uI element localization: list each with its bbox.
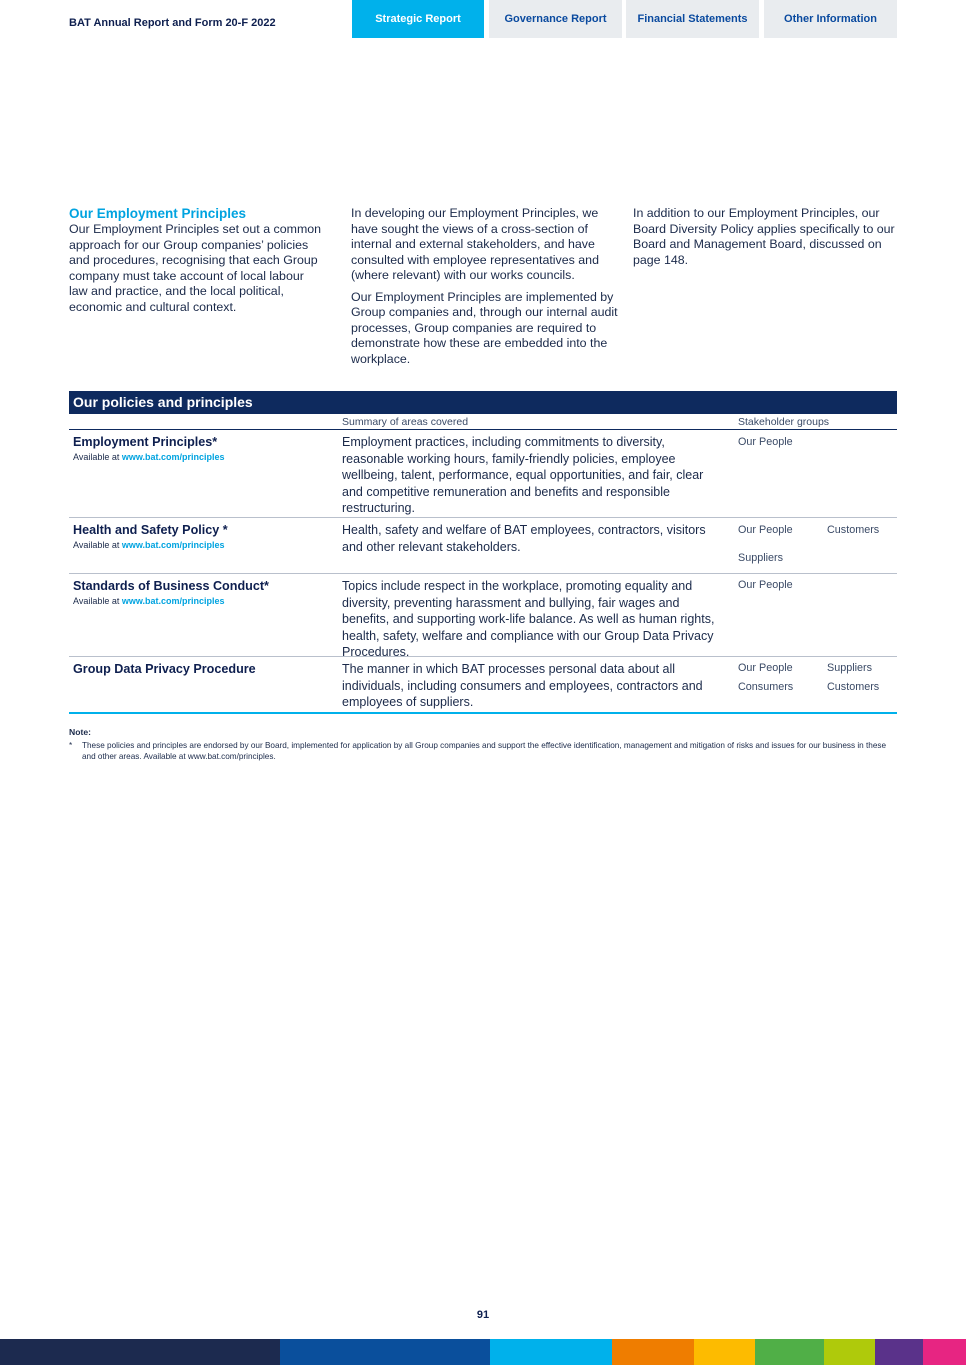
intro-column-3: [633, 206, 897, 274]
tab-other-information[interactable]: Other Information: [764, 0, 897, 38]
intro-paragraph: In developing our Employment Principles, we have sought the views of a cross-section of internal and external stakeholders, and have consulted with employee representatives and (where relevant) with our works councils.: [351, 206, 599, 282]
stakeholder-column-header: Stakeholder groups: [738, 416, 830, 428]
principles-link[interactable]: www.bat.com/principles: [121, 452, 225, 462]
intro-column-1: [69, 205, 324, 321]
section-heading: Our Employment Principles: [69, 206, 247, 221]
stakeholder: Customers: [827, 681, 880, 693]
footer-color-bar: [0, 1339, 966, 1365]
policy-summary: Topics include respect in the workplace, promoting equality and diversity, preventing harassment and bullying, fair wages and benefits, and supporting work-life balance. As well as human rights, health, safety, welfare and compliance with our Group Data Privacy Procedures.: [342, 579, 715, 659]
stakeholder: Our People: [738, 524, 793, 536]
color-segment: [280, 1339, 490, 1365]
footnote-marker: *: [69, 741, 73, 750]
color-segment: [0, 1339, 280, 1365]
footnote: [69, 727, 897, 762]
summary-column-header: Summary of areas covered: [342, 416, 469, 428]
stakeholder: Our People: [738, 436, 793, 448]
policy-name: Group Data Privacy Procedure: [73, 662, 256, 676]
stakeholder: Customers: [827, 524, 880, 536]
color-segment: [875, 1339, 923, 1365]
stakeholder: Our People: [738, 579, 793, 591]
policy-summary: Employment practices, including commitments to diversity, reasonable working hours, family-friendly policies, employee wellbeing, talent, performance, equal opportunities, and fair, clear and competitive remuneration and benefits and responsible restructuring.: [342, 435, 704, 515]
availability-note: Available at www.bat.com/principles: [73, 596, 225, 606]
color-segment: [694, 1339, 755, 1365]
availability-note: Available at www.bat.com/principles: [73, 540, 225, 550]
table-row: [69, 657, 897, 714]
intro-paragraph: Our Employment Principles are implemented by Group companies and, through our internal audit processes, Group companies are required to demonstrate how these are embedded into the workplace.: [351, 289, 618, 366]
intro-paragraph: Our Employment Principles set out a common approach for our Group companies’ policies and procedures, recognising that each Group company must take account of local labour law and practice, and the local political, economic and cultural context.: [69, 222, 322, 314]
report-title: BAT Annual Report and Form 20-F 2022: [69, 17, 276, 29]
intro-paragraph: In addition to our Employment Principles, our Board Diversity Policy applies specifically to our Board and Management Board, discussed on page 148.: [633, 206, 895, 267]
tab-governance-report[interactable]: Governance Report: [489, 0, 622, 38]
page-number: 91: [476, 1309, 490, 1321]
color-segment: [824, 1339, 875, 1365]
principles-link[interactable]: www.bat.com/principles: [121, 540, 225, 550]
stakeholder: Suppliers: [827, 662, 873, 674]
tab-financial-statements[interactable]: Financial Statements: [626, 0, 759, 38]
footnote-text: These policies and principles are endorsed by our Board, implemented for application by all Group companies and support the effective identification, management and mitigation of risks and issues for our business in these and other areas. Available at www.bat.com/principles.: [82, 741, 887, 761]
color-segment: [923, 1339, 966, 1365]
stakeholder: Suppliers: [738, 552, 784, 564]
note-label: Note:: [69, 727, 91, 737]
policy-name: Employment Principles*: [73, 435, 218, 449]
table-row: [69, 430, 897, 518]
intro-column-2: [351, 206, 619, 373]
policy-name: Health and Safety Policy *: [73, 523, 228, 537]
policy-name: Standards of Business Conduct*: [73, 579, 269, 593]
stakeholder: Our People: [738, 662, 793, 674]
color-segment: [490, 1339, 612, 1365]
tab-strategic-report[interactable]: Strategic Report: [352, 0, 484, 38]
policy-summary: The manner in which BAT processes personal data about all individuals, including consumers and employees, contractors and employees of suppliers.: [342, 662, 703, 709]
table-row: [69, 518, 897, 574]
policy-summary: Health, safety and welfare of BAT employees, contractors, visitors and other relevant stakeholders.: [342, 523, 706, 554]
table-title: Our policies and principles: [69, 391, 897, 414]
color-segment: [612, 1339, 694, 1365]
color-segment: [755, 1339, 824, 1365]
principles-link[interactable]: www.bat.com/principles: [121, 596, 225, 606]
availability-note: Available at www.bat.com/principles: [73, 452, 225, 462]
table-header: [69, 414, 897, 430]
stakeholder: Consumers: [738, 681, 794, 693]
table-row: [69, 574, 897, 657]
policies-table: [69, 391, 897, 714]
